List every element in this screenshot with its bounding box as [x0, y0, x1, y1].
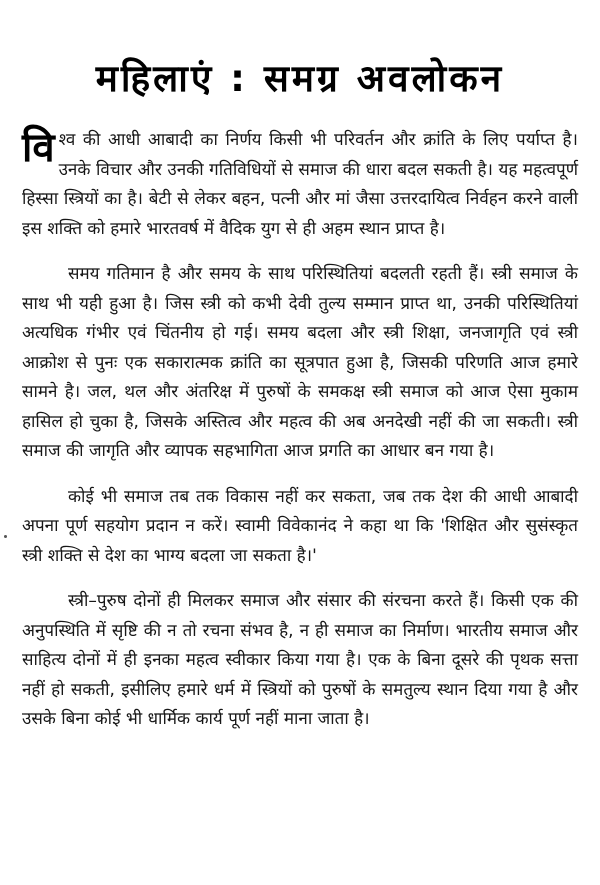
- page-title: महिलाएं : समग्र अवलोकन: [95, 57, 505, 100]
- paragraph-1-text: श्व की आधी आबादी का निर्णय किसी भी परिवर्तन और क्रांति के लिए पर्याप्त है। उनके विचार और उनकी गतिविधियों से समाज की धारा बदल सकती है। यह महत्वपूर्ण हिस्सा स्त्रियों का है। बेटी से लेकर बहन, पत्नी और मां जैसा उत्तरदायित्व निर्वहन करने वाली इस शक्ति को हमारे भारतवर्ष में वैदिक युग से ही अहम स्थान प्राप्त है।: [22, 130, 578, 239]
- scan-speck: [4, 535, 7, 538]
- article-body: [22, 126, 578, 735]
- paragraph-2: समय गतिमान है और समय के साथ परिस्थितियां बदलती रहती हैं। स्त्री समाज के साथ भी यही हुआ है। जिस स्त्री को कभी देवी तुल्य सम्मान प्राप्त था, उनकी परिस्थितियां अत्यधिक गंभीर एवं चिंतनीय हो गई। समय बदला और स्त्री शिक्षा, जनजागृति एवं स्त्री आक्रोश से पुनः एक सकारात्मक क्रांति का सूत्रपात हुआ है, जिसकी परिणति आज हमारे सामने है। जल, थल और अंतरिक्ष में पुरुषों के समकक्ष स्त्री समाज को आज ऐसा मुकाम हासिल हो चुका है, जिसके अस्तित्व और महत्व की अब अनदेखी नहीं की जा सकती। स्त्री समाज की जागृति और व्यापक सहभागिता आज प्रगति का आधार बन गया है।: [22, 264, 578, 461]
- paragraph-1: [22, 126, 578, 244]
- paragraph-3: कोई भी समाज तब तक विकास नहीं कर सकता, जब तक देश की आधी आबादी अपना पूर्ण सहयोग प्रदान न करें। स्वामी विवेकानंद ने कहा था कि 'शिक्षित और सुसंस्कृत स्त्री शक्ति से देश का भाग्य बदला जा सकता है।': [22, 486, 578, 566]
- drop-cap: वि: [22, 125, 55, 171]
- paragraph-4: स्त्री–पुरुष दोनों ही मिलकर समाज और संसार की संरचना करते हैं। किसी एक की अनुपस्थिति में सृष्टि की न तो रचना संभव है, न ही समाज का निर्माण। भारतीय समाज और साहित्य दोनों में ही इनका महत्व स्वीकार किया गया है। एक के बिना दूसरे की पृथक सत्ता नहीं हो सकती, इसीलिए हमारे धर्म में स्त्रियों को पुरुषों के समतुल्य स्थान दिया गया है और उसके बिना कोई भी धार्मिक कार्य पूर्ण नहीं माना जाता है।: [22, 591, 578, 729]
